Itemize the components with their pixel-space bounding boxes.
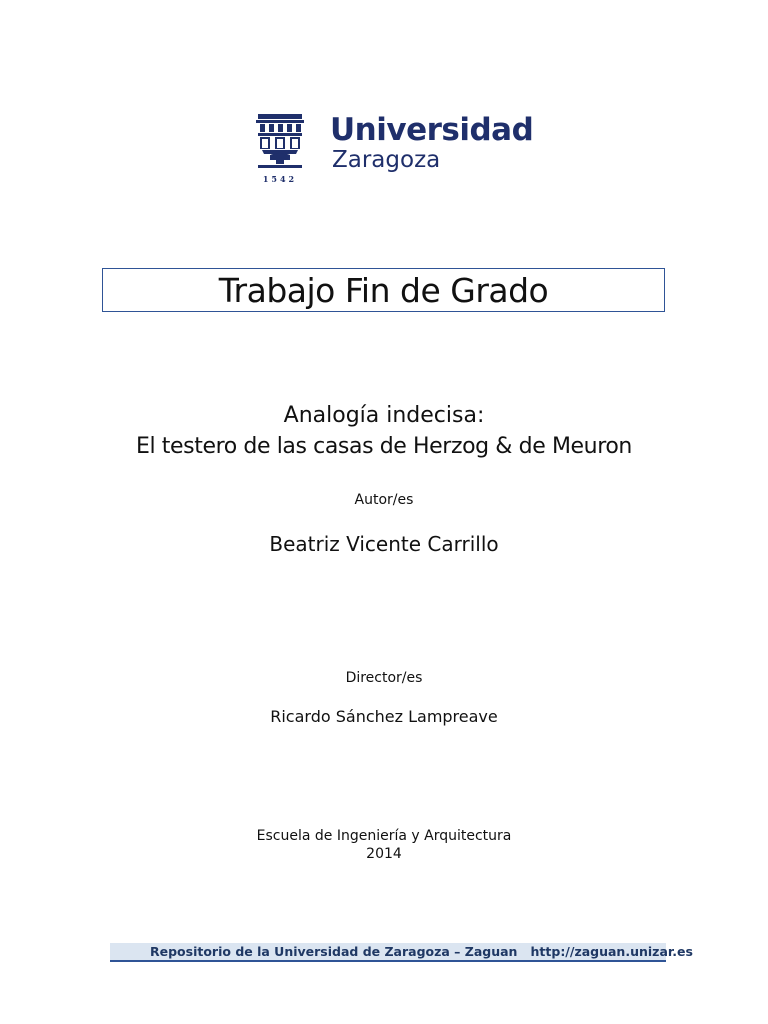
thesis-title-line-1: Analogía indecisa:: [283, 403, 485, 428]
repository-footer: [110, 943, 693, 962]
document-type-title: Trabajo Fin de Grado: [102, 268, 665, 312]
author-name: Beatriz Vicente Carrillo: [269, 532, 499, 556]
repository-name: Repositorio de la Universidad de Zaragoza – Zaguan: [150, 944, 518, 959]
document-year: 2014: [366, 846, 402, 862]
university-name: Universidad: [330, 112, 534, 148]
author-label: Autor/es: [354, 492, 414, 508]
school-name: Escuela de Ingeniería y Arquitectura: [256, 828, 512, 844]
director-name: Ricardo Sánchez Lampreave: [270, 707, 498, 726]
university-logo: [256, 112, 534, 192]
director-label: Director/es: [345, 670, 423, 686]
repository-url-link[interactable]: http://zaguan.unizar.es: [530, 944, 693, 959]
university-city: Zaragoza: [332, 147, 441, 173]
thesis-title-line-2: El testero de las casas de Herzog & de Meuron: [136, 434, 632, 459]
university-founding-year: 1542: [262, 174, 298, 184]
